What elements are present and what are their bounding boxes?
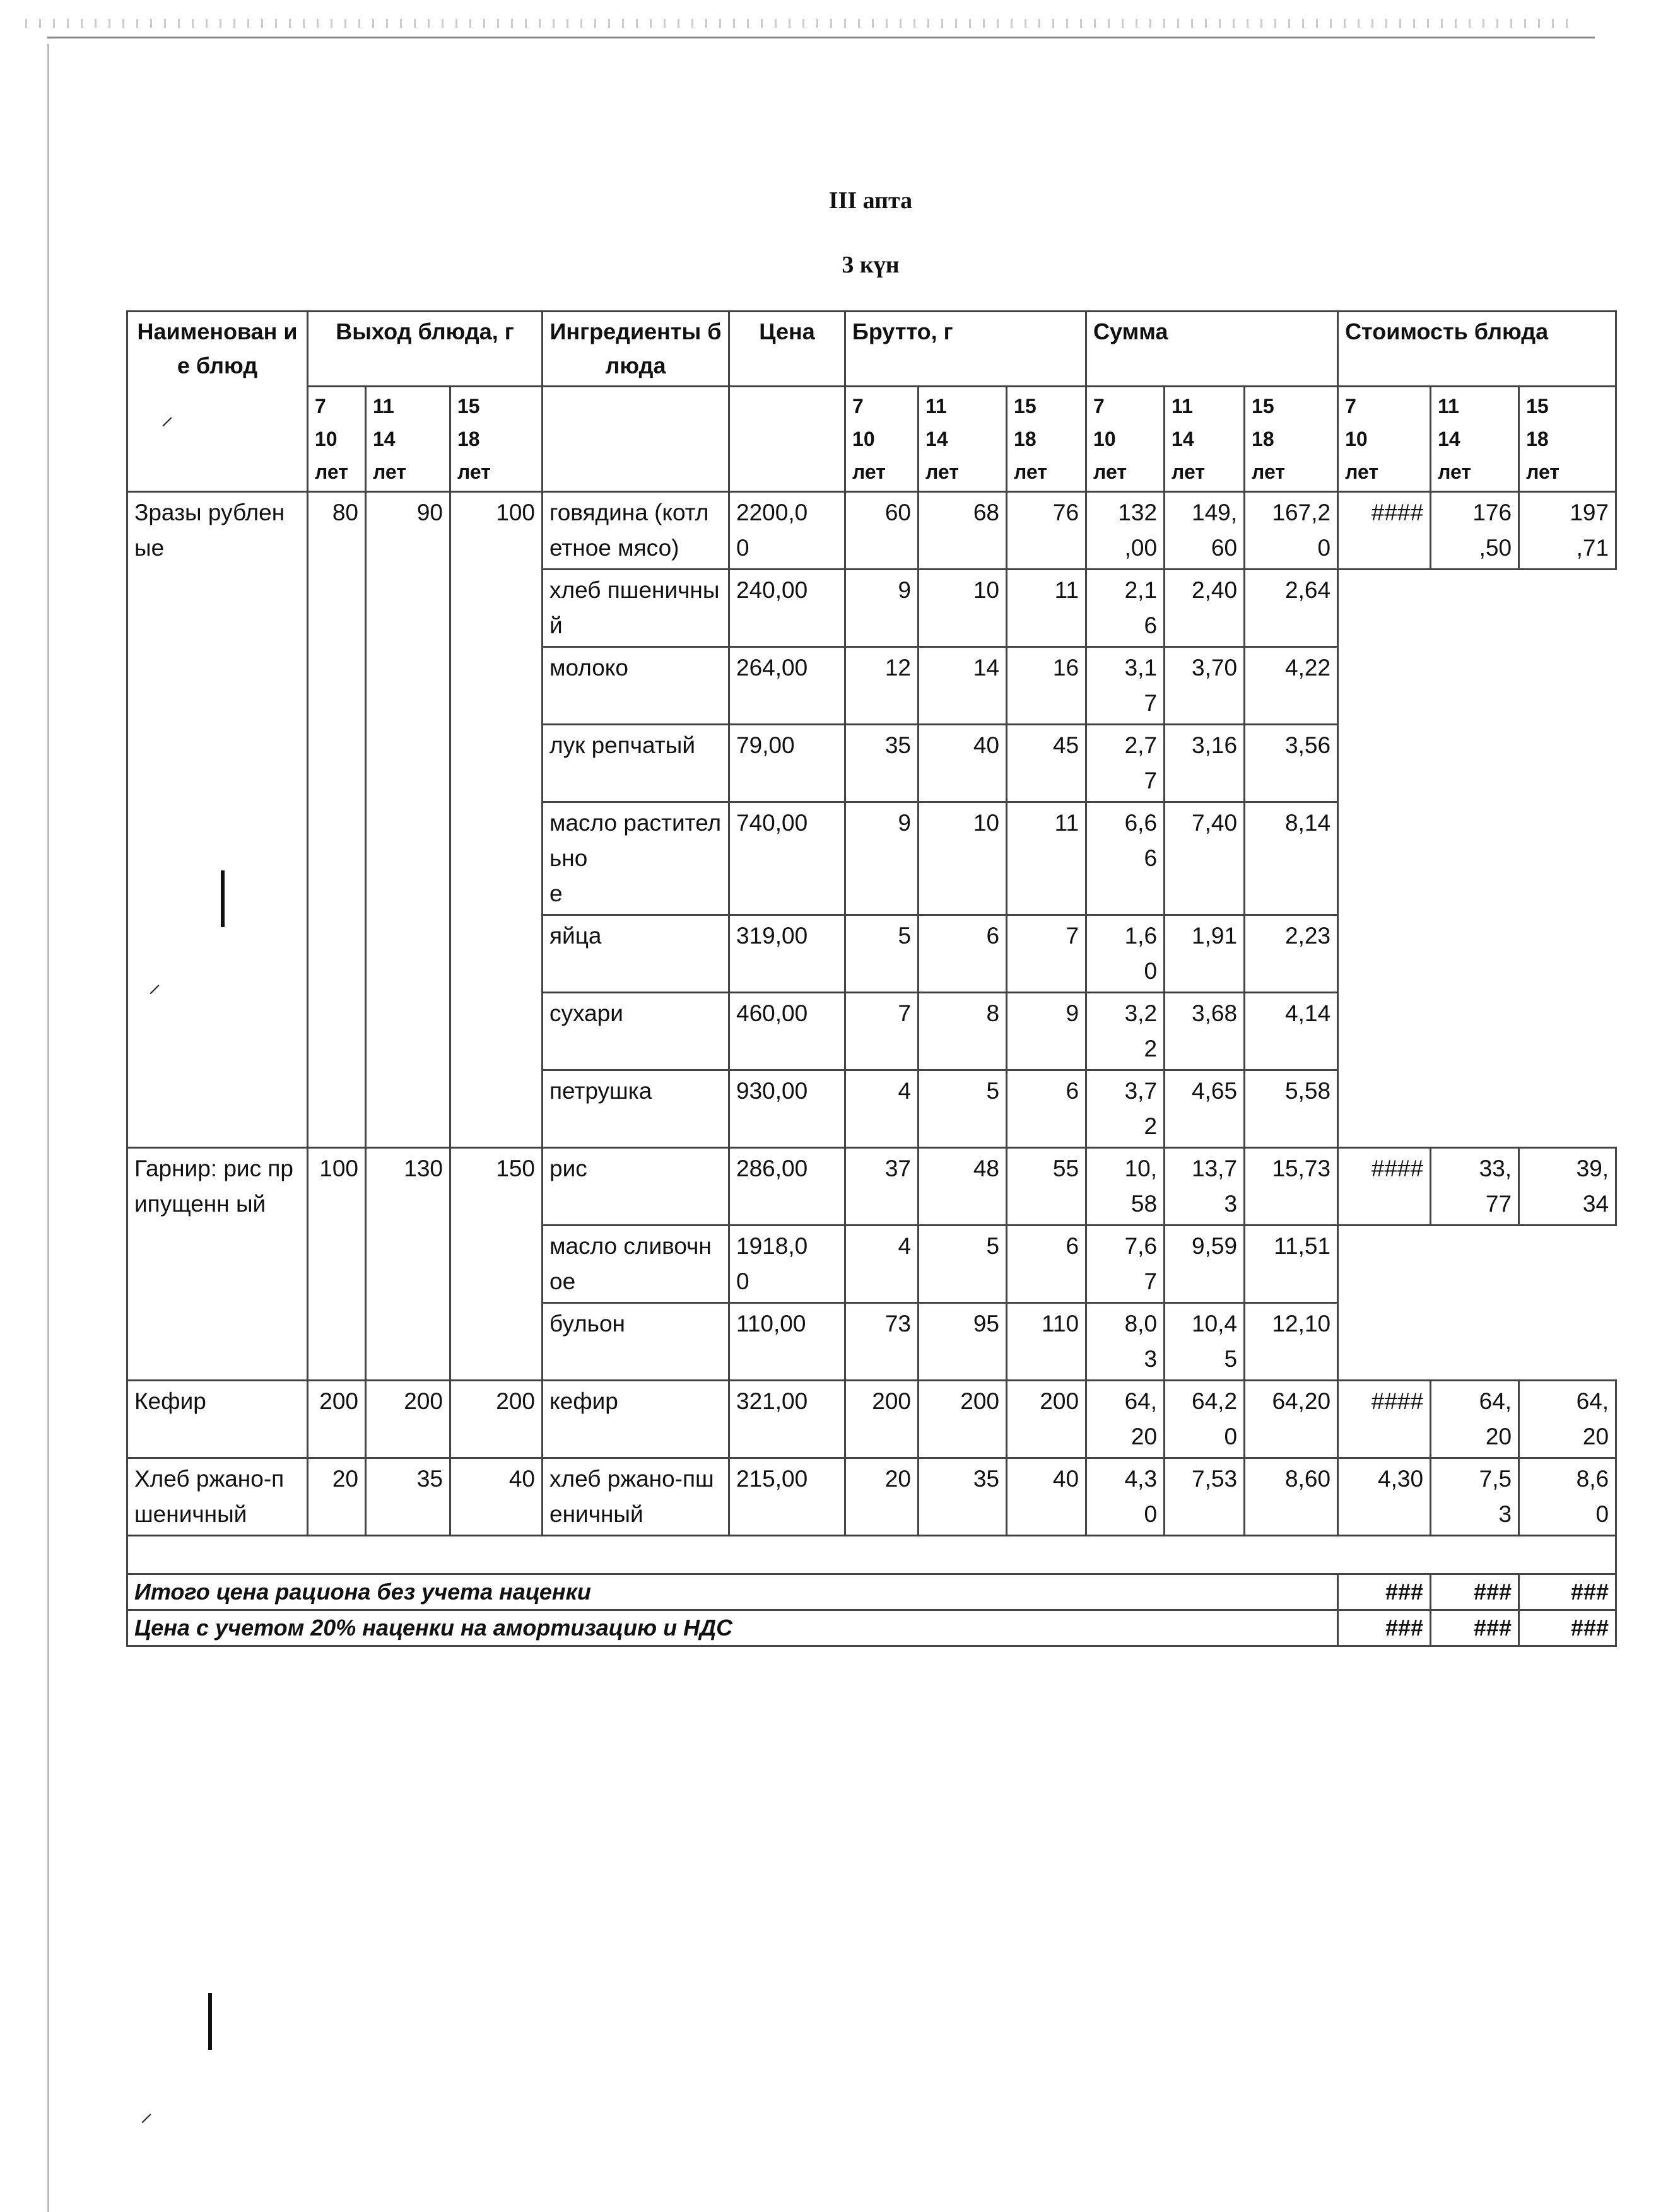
brutto-cell: 200 <box>919 1381 1007 1458</box>
blank-cost-area <box>1338 570 1616 1148</box>
ingredient-cell: яйца <box>543 915 729 993</box>
brutto-cell: 200 <box>1007 1381 1086 1458</box>
week-title: ІІІ апта <box>828 187 913 214</box>
cost-cell: 8,6 0 <box>1519 1458 1616 1536</box>
output-cell: 35 <box>366 1458 450 1536</box>
sum-cell: 7,40 <box>1165 802 1245 915</box>
table-row <box>127 1458 1616 1536</box>
brutto-cell: 7 <box>1007 915 1086 993</box>
output-cell: 40 <box>450 1458 543 1536</box>
brutto-cell: 7 <box>845 993 919 1070</box>
sum-cell: 3,68 <box>1165 993 1245 1070</box>
total-row <box>127 1574 1616 1610</box>
price-cell: 2200,0 0 <box>729 492 845 570</box>
brutto-cell: 12 <box>845 647 919 725</box>
sum-cell: 8,0 3 <box>1086 1303 1165 1381</box>
ingredient-cell: масло растительно е <box>543 802 729 915</box>
col-brutto: Брутто, г <box>845 312 1086 387</box>
sum-cell: 4,22 <box>1245 647 1338 725</box>
brutto-cell: 48 <box>919 1148 1007 1226</box>
sum-cell: 7,6 7 <box>1086 1226 1165 1303</box>
sum-cell: 3,70 <box>1165 647 1245 725</box>
ingredient-cell: кефир <box>543 1381 729 1458</box>
sum-cell: 3,2 2 <box>1086 993 1165 1070</box>
output-cell: 130 <box>366 1148 450 1381</box>
pen-mark: ⸝ <box>140 2098 153 2127</box>
dish-name-cell: Хлеб ржано-пшеничный <box>127 1458 308 1536</box>
dish-name-cell: Зразы рубленые <box>127 492 308 1148</box>
col-output: Выход блюда, г <box>308 312 543 387</box>
brutto-cell: 6 <box>1007 1070 1086 1148</box>
sum-cell: 1,91 <box>1165 915 1245 993</box>
age-header: 15 18 лет <box>1519 387 1616 492</box>
total-value: ### <box>1431 1574 1519 1610</box>
brutto-cell: 200 <box>845 1381 919 1458</box>
brutto-cell: 37 <box>845 1148 919 1226</box>
spacer-cell <box>127 1536 1616 1574</box>
brutto-cell: 5 <box>919 1226 1007 1303</box>
brutto-cell: 9 <box>845 570 919 647</box>
sum-cell: 64, 20 <box>1086 1381 1165 1458</box>
spacer-row <box>127 1536 1616 1574</box>
sum-cell: 64,2 0 <box>1165 1381 1245 1458</box>
brutto-cell: 5 <box>919 1070 1007 1148</box>
brutto-cell: 35 <box>919 1458 1007 1536</box>
table-row <box>127 492 1616 570</box>
ingredient-cell: говядина (котлетное мясо) <box>543 492 729 570</box>
sum-cell: 1,6 0 <box>1086 915 1165 993</box>
output-cell: 100 <box>450 492 543 1148</box>
age-header: 15 18 лет <box>450 387 543 492</box>
cost-cell: 197 ,71 <box>1519 492 1616 570</box>
output-cell: 200 <box>450 1381 543 1458</box>
day-title: 3 күн <box>842 252 900 278</box>
table-row <box>127 1148 1616 1226</box>
price-cell: 110,00 <box>729 1303 845 1381</box>
ingredient-cell: хлеб ржано-пшеничный <box>543 1458 729 1536</box>
brutto-cell: 9 <box>845 802 919 915</box>
brutto-cell: 14 <box>919 647 1007 725</box>
sum-cell: 3,1 7 <box>1086 647 1165 725</box>
col-dish-name: Наименован ие блюд <box>127 312 308 492</box>
pen-mark: ⸝ <box>148 969 161 998</box>
sum-cell: 2,64 <box>1245 570 1338 647</box>
total-label: Итого цена рациона без учета наценки <box>127 1574 1338 1610</box>
cost-cell: 39, 34 <box>1519 1148 1616 1226</box>
sum-cell: 11,51 <box>1245 1226 1338 1303</box>
sum-cell: 2,40 <box>1165 570 1245 647</box>
price-cell: 264,00 <box>729 647 845 725</box>
empty-cell <box>729 387 845 492</box>
brutto-cell: 6 <box>1007 1226 1086 1303</box>
total-value: ### <box>1519 1574 1616 1610</box>
sum-cell: 8,60 <box>1245 1458 1338 1536</box>
dish-name-cell: Кефир <box>127 1381 308 1458</box>
age-header: 11 14 лет <box>1165 387 1245 492</box>
age-header: 7 10 лет <box>1086 387 1165 492</box>
ingredient-cell: молоко <box>543 647 729 725</box>
sum-cell: 13,7 3 <box>1165 1148 1245 1226</box>
sum-cell: 3,56 <box>1245 725 1338 802</box>
sum-cell: 6,6 6 <box>1086 802 1165 915</box>
price-cell: 740,00 <box>729 802 845 915</box>
sum-cell: 10,4 5 <box>1165 1303 1245 1381</box>
age-header: 11 14 лет <box>1431 387 1519 492</box>
price-cell: 930,00 <box>729 1070 845 1148</box>
empty-cell <box>543 387 729 492</box>
scan-noise <box>25 19 1571 28</box>
sum-cell: 149, 60 <box>1165 492 1245 570</box>
sum-cell: 132 ,00 <box>1086 492 1165 570</box>
output-cell: 200 <box>366 1381 450 1458</box>
cost-cell: #### <box>1338 1148 1431 1226</box>
brutto-cell: 11 <box>1007 570 1086 647</box>
brutto-cell: 35 <box>845 725 919 802</box>
table-row <box>127 1381 1616 1458</box>
sum-cell: 64,20 <box>1245 1381 1338 1458</box>
sum-cell: 7,53 <box>1165 1458 1245 1536</box>
sum-cell: 15,73 <box>1245 1148 1338 1226</box>
ingredient-cell: хлеб пшеничный <box>543 570 729 647</box>
brutto-cell: 9 <box>1007 993 1086 1070</box>
scan-border-top <box>47 37 1595 38</box>
col-sum: Сумма <box>1086 312 1338 387</box>
sum-cell: 12,10 <box>1245 1303 1338 1381</box>
total-label: Цена с учетом 20% наценки на амортизацию и НДС <box>127 1610 1338 1646</box>
total-value: ### <box>1338 1574 1431 1610</box>
col-ingredients: Ингредиенты блюда <box>543 312 729 387</box>
brutto-cell: 40 <box>1007 1458 1086 1536</box>
brutto-cell: 40 <box>919 725 1007 802</box>
age-header: 15 18 лет <box>1007 387 1086 492</box>
menu-cost-table <box>126 310 1617 1647</box>
cost-cell: 176 ,50 <box>1431 492 1519 570</box>
output-cell: 90 <box>366 492 450 1148</box>
brutto-cell: 10 <box>919 570 1007 647</box>
sum-cell: 2,23 <box>1245 915 1338 993</box>
sum-cell: 4,65 <box>1165 1070 1245 1148</box>
total-value: ### <box>1431 1610 1519 1646</box>
ingredient-cell: лук репчатый <box>543 725 729 802</box>
cost-cell: 7,5 3 <box>1431 1458 1519 1536</box>
col-price: Цена <box>729 312 845 387</box>
brutto-cell: 45 <box>1007 725 1086 802</box>
brutto-cell: 6 <box>919 915 1007 993</box>
cost-cell: #### <box>1338 492 1431 570</box>
brutto-cell: 11 <box>1007 802 1086 915</box>
price-cell: 286,00 <box>729 1148 845 1226</box>
brutto-cell: 68 <box>919 492 1007 570</box>
brutto-cell: 16 <box>1007 647 1086 725</box>
header-row <box>127 312 1616 387</box>
ingredient-cell: петрушка <box>543 1070 729 1148</box>
brutto-cell: 4 <box>845 1070 919 1148</box>
sum-cell: 2,1 6 <box>1086 570 1165 647</box>
output-cell: 80 <box>308 492 366 1148</box>
output-cell: 200 <box>308 1381 366 1458</box>
sum-cell: 8,14 <box>1245 802 1338 915</box>
pen-mark <box>208 1993 212 2050</box>
brutto-cell: 76 <box>1007 492 1086 570</box>
sum-cell: 4,3 0 <box>1086 1458 1165 1536</box>
total-row <box>127 1610 1616 1646</box>
age-header: 11 14 лет <box>366 387 450 492</box>
price-cell: 321,00 <box>729 1381 845 1458</box>
brutto-cell: 5 <box>845 915 919 993</box>
blank-cost-area <box>1338 1226 1616 1381</box>
brutto-cell: 73 <box>845 1303 919 1381</box>
price-cell: 240,00 <box>729 570 845 647</box>
output-cell: 20 <box>308 1458 366 1536</box>
cost-cell: 4,30 <box>1338 1458 1431 1536</box>
output-cell: 150 <box>450 1148 543 1381</box>
price-cell: 319,00 <box>729 915 845 993</box>
cost-cell: 64, 20 <box>1431 1381 1519 1458</box>
sum-cell: 3,16 <box>1165 725 1245 802</box>
age-header: 7 10 лет <box>308 387 366 492</box>
price-cell: 79,00 <box>729 725 845 802</box>
total-value: ### <box>1519 1610 1616 1646</box>
sum-cell: 10, 58 <box>1086 1148 1165 1226</box>
brutto-cell: 60 <box>845 492 919 570</box>
pen-mark: ⸝ <box>161 402 173 431</box>
brutto-cell: 95 <box>919 1303 1007 1381</box>
dish-name-cell: Гарнир: рис припущенн ый <box>127 1148 308 1381</box>
ingredient-cell: сухари <box>543 993 729 1070</box>
age-header: 7 10 лет <box>1338 387 1431 492</box>
price-cell: 1918,0 0 <box>729 1226 845 1303</box>
sum-cell: 3,7 2 <box>1086 1070 1165 1148</box>
cost-cell: 64, 20 <box>1519 1381 1616 1458</box>
brutto-cell: 110 <box>1007 1303 1086 1381</box>
brutto-cell: 8 <box>919 993 1007 1070</box>
sum-cell: 2,7 7 <box>1086 725 1165 802</box>
ingredient-cell: бульон <box>543 1303 729 1381</box>
sum-cell: 167,2 0 <box>1245 492 1338 570</box>
total-value: ### <box>1338 1610 1431 1646</box>
brutto-cell: 55 <box>1007 1148 1086 1226</box>
ingredient-cell: рис <box>543 1148 729 1226</box>
age-header: 7 10 лет <box>845 387 919 492</box>
cost-cell: #### <box>1338 1381 1431 1458</box>
age-header-row <box>127 387 1616 492</box>
col-cost: Стоимость блюда <box>1338 312 1616 387</box>
scan-border-left <box>47 44 49 2212</box>
price-cell: 460,00 <box>729 993 845 1070</box>
cost-cell: 33, 77 <box>1431 1148 1519 1226</box>
sum-cell: 4,14 <box>1245 993 1338 1070</box>
ingredient-cell: масло сливочное <box>543 1226 729 1303</box>
price-cell: 215,00 <box>729 1458 845 1536</box>
brutto-cell: 20 <box>845 1458 919 1536</box>
age-header: 15 18 лет <box>1245 387 1338 492</box>
sum-cell: 9,59 <box>1165 1226 1245 1303</box>
output-cell: 100 <box>308 1148 366 1381</box>
brutto-cell: 4 <box>845 1226 919 1303</box>
age-header: 11 14 лет <box>919 387 1007 492</box>
brutto-cell: 10 <box>919 802 1007 915</box>
sum-cell: 5,58 <box>1245 1070 1338 1148</box>
